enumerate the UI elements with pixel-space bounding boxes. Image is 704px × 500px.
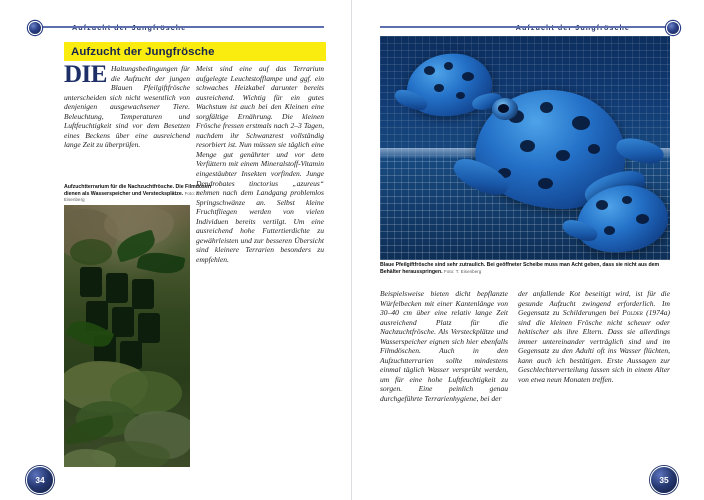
right-column-one: Beispielsweise bieten dicht bepflanzte Würfelbecken mit einer Kantenlänge von 30–40 cm über eine relativ lange Zeit ausreichend Platz für die Nachzuchtfrösche. Als Versteckplätze und Wasserspeicher eignen sich hier ebenfalls Filmdöschen. Auch in den Aufzuchtterrarien sollte mindestens einmal täglich Wasser versprüht werden, um für eine hohe Luftfeuchtigkeit zu sorgen. Eine peinlich genau durchgeführte Terrarienhygiene, bei der <box>380 289 508 404</box>
right-column-two-part-two: (1974a) sind die kleinen Frösche nicht scheuer oder hektischer als ihre Eltern. Dass sie allerdings immer untereinander verträglich sind und im Gegensatz zu den Adulti oft ins Wasser flüchten, kann auch ich bestätigen. Erste Aussagen zur Geschlechterverteilung lassen sich in einem Alter von etwa neun Monaten treffen. <box>518 308 671 384</box>
left-column-one-text: Haltungsbedingungen für die Aufzucht der jungen Blauen Pfeilgiftfrösche unterscheiden sich nicht wesentlich von denjenigen ausgewachsener Tiere. Beleuchtung, Temperaturen und Luftfeuchtigkeit sind vor dem Besetzen eines Beckens über eine ausreichend lange Zeit zu überprüfen. <box>64 64 190 150</box>
right-photo-caption-text: Blaue Pfeilgiftfrösche sind sehr zutraulich. Bei geöffneter Scheibe muss man Acht geben, dass sie nicht aus dem Behälter herausspringen. <box>380 262 660 275</box>
blue-frog-photo <box>380 36 670 260</box>
citation-author: Polder <box>622 308 643 318</box>
right-photo-caption <box>380 262 670 275</box>
blue-frog-photo-art <box>380 36 670 260</box>
right-header-rule <box>380 26 670 28</box>
drop-cap: DIE <box>64 61 107 88</box>
left-page-number: 34 <box>26 466 54 494</box>
right-column-two-part-one: der anfallende Kot beseitigt wird, ist für die gesunde Aufzucht zwingend erforderlich. Im Gegensatz zu Schilderungen bei <box>518 289 670 318</box>
headline-banner <box>64 42 326 61</box>
right-photo-credit: Foto: T. Eisenberg <box>444 268 482 274</box>
left-photo-caption-text: Aufzuchtterrarium für die Nachzuchtfrösche. Die Filmdosen dienen als Wasserspeicher und Verstecksplätze. <box>64 184 212 197</box>
left-column-two: Meist sind eine auf das Terrarium aufgelegte Leuchtstofflampe und ggf. ein schwaches Heizkabel darunter bereits ausreichend. Wichtig für ein gutes Wachstum ist auch bei den Kleinen eine sorgfältige Ernährung. Die kleinen Frösche fressen erstmals nach 2–3 Tagen, nachdem ihr Schwanzrest vollständig resorbiert ist. Nun müssen sie täglich eine Menge gut genährter und vor dem Verfüttern mit einem Mineralstoff-Vitamin eingestäubter Insekten vorfinden. Junge Dendrobates tinctorius „azureus“ nehmen nach dem Landgang problemlos Springschwänze an. Selbst kleine Fruchtfliegen werden von vielen Individuen bereits vertilgt. Um eine ausreichend hohe Futtertierdichte zu gewährleisten und zur besseren Übersicht sind kleinere Terrarien besonders zu empfehlen. <box>196 64 324 264</box>
terrarium-photo-art <box>64 205 190 467</box>
left-column-one <box>64 61 190 150</box>
right-column-two <box>518 289 670 384</box>
left-header-dot-icon <box>28 21 42 35</box>
terrarium-photo <box>64 205 190 467</box>
right-page <box>352 0 704 500</box>
right-header-dot-icon <box>666 21 680 35</box>
left-photo-caption <box>64 184 214 204</box>
right-page-number: 35 <box>650 466 678 494</box>
page-title: Aufzucht der Jungfrösche <box>71 45 215 58</box>
left-photo-credit: Foto: T. Eisenberg <box>64 190 201 202</box>
left-header-rule <box>34 26 324 28</box>
